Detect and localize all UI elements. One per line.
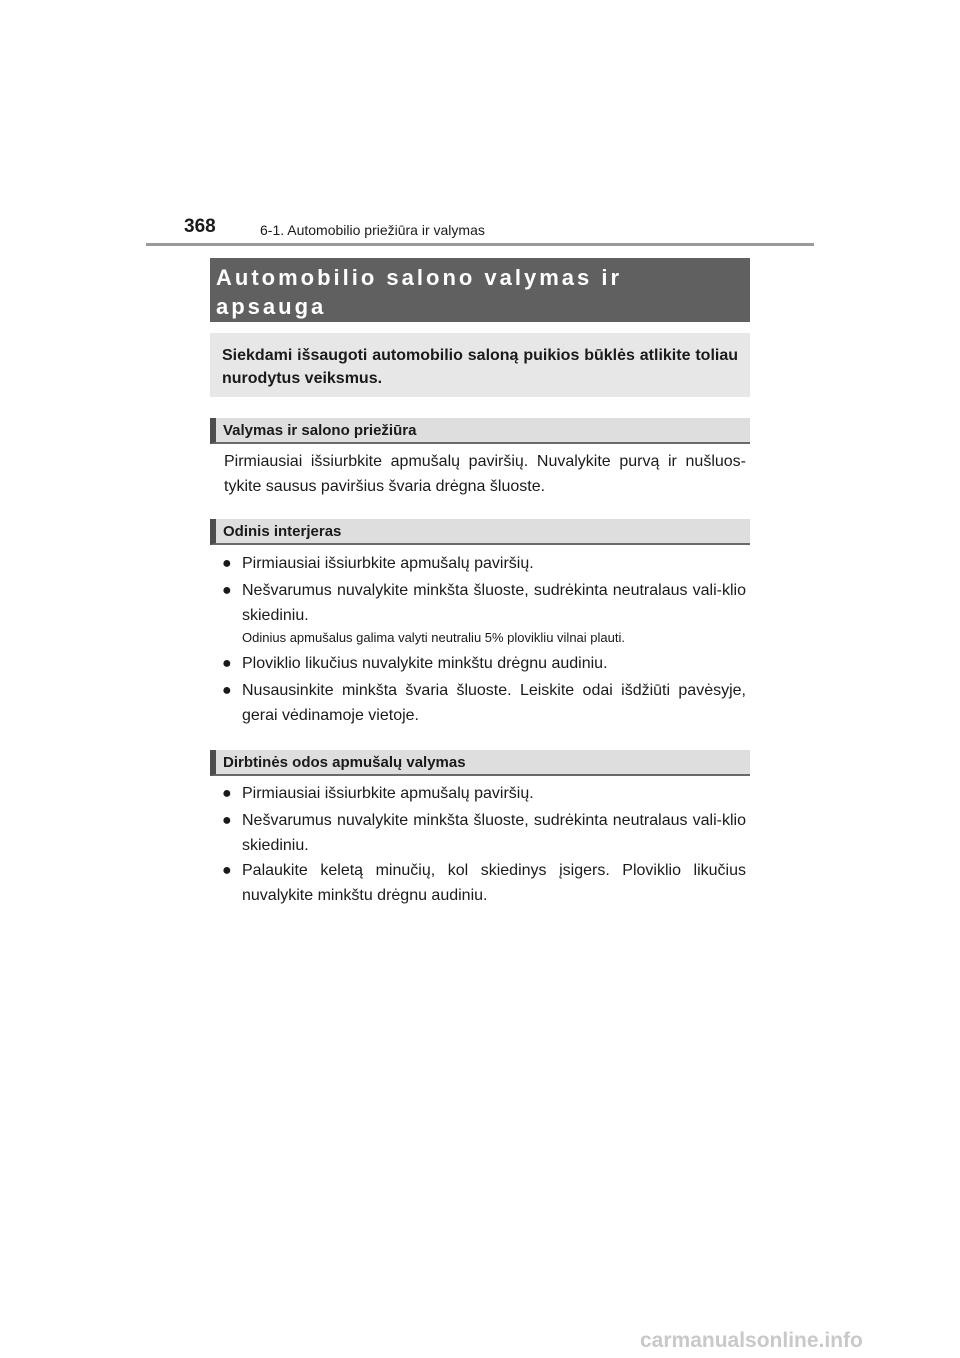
list-item-text: Ploviklio likučius nuvalykite minkštu drėgnu audiniu.: [242, 655, 608, 672]
bullet-icon: ●: [222, 812, 232, 829]
title-banner: [210, 258, 750, 322]
list-item: [222, 678, 746, 728]
list-item-text: Nešvarumus nuvalykite minkšta šluoste, sudrėkinta neutralaus vali-klio skiediniu.: [242, 812, 746, 854]
list-item-text: Nešvarumus nuvalykite minkšta šluoste, sudrėkinta neutralaus vali-klio skiediniu.: [242, 582, 746, 624]
running-head: 6-1. Automobilio priežiūra ir valymas: [260, 222, 485, 238]
list-item: [222, 578, 746, 628]
bullet-icon: ●: [222, 682, 232, 699]
section-heading-artificial-leather: Dirbtinės odos apmušalų valymas: [210, 750, 750, 776]
page-number: 368: [184, 216, 216, 237]
list-item-text: Palaukite keletą minučių, kol skiedinys įsigers. Ploviklio likučius nuvalykite minkštu drėgnu audiniu.: [242, 862, 746, 904]
watermark: carmanualsonline.info: [640, 1329, 863, 1352]
bullet-icon: ●: [222, 555, 232, 572]
header-rule: [146, 243, 814, 246]
list-item-text: Pirmiausiai išsiurbkite apmušalų paviršių.: [242, 555, 534, 572]
list-item: [222, 651, 746, 676]
list-item: [222, 781, 746, 806]
section-heading-leather: Odinis interjeras: [210, 519, 750, 545]
bullet-icon: ●: [222, 655, 232, 672]
title-line-2: apsauga: [216, 294, 327, 319]
bullet-icon: ●: [222, 785, 232, 802]
list-item-text: Nusausinkite minkšta švaria šluoste. Leiskite odai išdžiūti pavėsyje, gerai vėdinamoje vietoje.: [242, 682, 746, 724]
list-item: [222, 808, 746, 858]
list-item: [222, 858, 746, 908]
bullet-icon: ●: [222, 582, 232, 599]
bullet-icon: ●: [222, 862, 232, 879]
section-heading-cleaning: Valymas ir salono priežiūra: [210, 418, 750, 444]
section-paragraph-cleaning: Pirmiausiai išsiurbkite apmušalų paviršių. Nuvalykite purvą ir nušluos-tykite sausus paviršius švaria drėgna šluoste.: [224, 453, 746, 495]
list-item-text: Pirmiausiai išsiurbkite apmušalų paviršių.: [242, 785, 534, 802]
intro-box: Siekdami išsaugoti automobilio saloną puikios būklės atlikite toliau nurodytus veiksmus.: [210, 333, 750, 397]
leather-note: Odinius apmušalus galima valyti neutraliu 5% plovikliu vilnai plauti.: [242, 630, 625, 645]
title-line-1: Automobilio salono valymas ir: [216, 265, 623, 290]
list-item: [222, 551, 746, 576]
